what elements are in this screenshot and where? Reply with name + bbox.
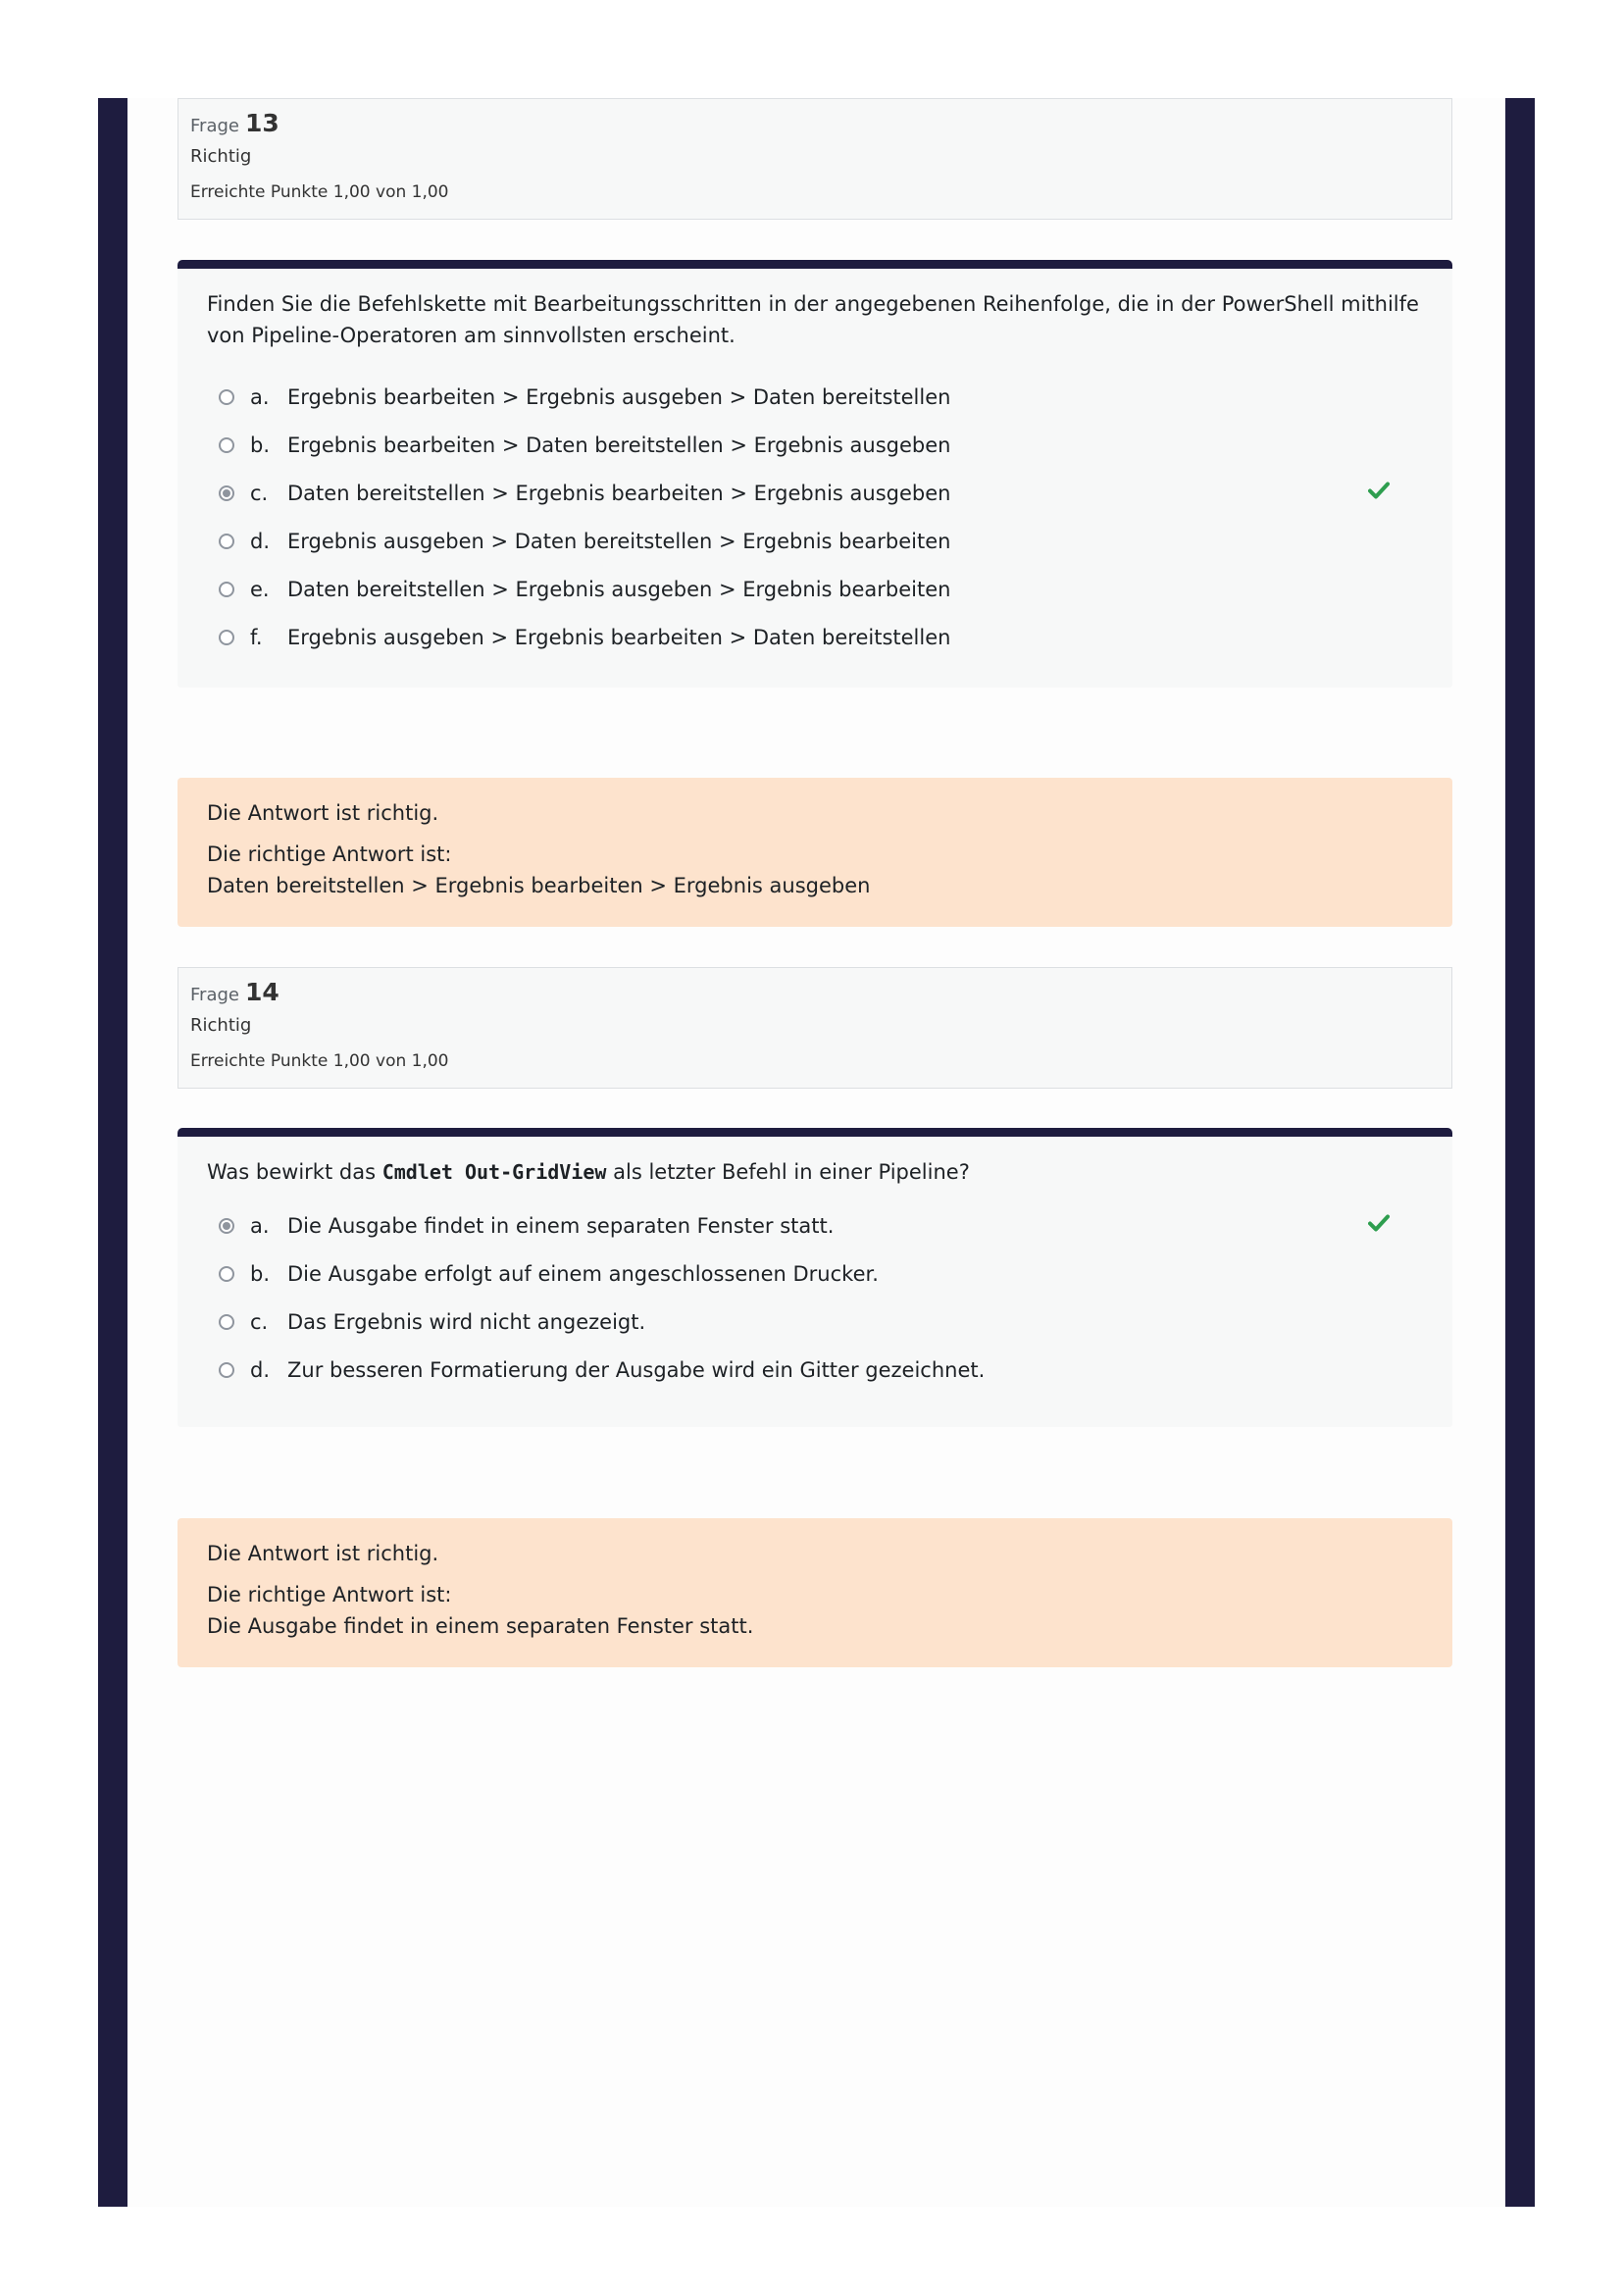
question-text: Finden Sie die Befehlskette mit Bearbeitungsschritten in der angegebenen Reihenfolge, die in der PowerShell mithilfe von Pipeline-Operatoren am sinnvollsten erscheint. — [207, 292, 1419, 347]
answer-letter: d. — [250, 529, 271, 553]
answer-option-b[interactable] — [207, 421, 1423, 469]
page-frame-right — [1505, 98, 1535, 2207]
answer-option-c[interactable] — [207, 469, 1423, 517]
question-content-14 — [178, 1128, 1452, 1427]
answer-letter: a. — [250, 384, 270, 409]
right-answer-text: Die Ausgabe findet in einem separaten Fenster statt. — [207, 1614, 754, 1638]
radio-selected-icon[interactable] — [219, 485, 234, 501]
question-label: Frage — [190, 116, 239, 136]
question-number: 14 — [244, 978, 279, 1006]
radio-icon[interactable] — [219, 437, 234, 453]
answer-letter: f. — [250, 625, 263, 649]
answer-text: Die Ausgabe findet in einem separaten Fenster statt. — [287, 1213, 835, 1238]
question-label: Frage — [190, 985, 239, 1005]
answer-text: Daten bereitstellen > Ergebnis ausgeben > Ergebnis bearbeiten — [287, 577, 951, 601]
answer-option-a[interactable] — [207, 1201, 1423, 1249]
answer-option-c[interactable] — [207, 1298, 1423, 1346]
radio-icon[interactable] — [219, 630, 234, 645]
radio-icon[interactable] — [219, 582, 234, 597]
answer-option-a[interactable] — [207, 373, 1423, 421]
right-answer-text: Daten bereitstellen > Ergebnis bearbeiten > Ergebnis ausgeben — [207, 874, 871, 897]
answer-text: Ergebnis ausgeben > Daten bereitstellen > Ergebnis bearbeiten — [287, 529, 951, 553]
answer-letter: b. — [250, 1261, 271, 1286]
feedback-status: Die Antwort ist richtig. — [207, 801, 439, 825]
answer-option-d[interactable] — [207, 1346, 1423, 1394]
question-state: Richtig — [190, 1015, 252, 1036]
question-number: 13 — [244, 109, 279, 137]
answer-text: Daten bereitstellen > Ergebnis bearbeiten > Ergebnis ausgeben — [287, 481, 951, 505]
check-icon — [1368, 1213, 1390, 1233]
answer-option-e[interactable] — [207, 565, 1423, 613]
question-content-13 — [178, 260, 1452, 688]
radio-icon[interactable] — [219, 1314, 234, 1330]
answer-letter: c. — [250, 1309, 269, 1334]
radio-icon[interactable] — [219, 389, 234, 405]
feedback-14 — [178, 1518, 1452, 1667]
answer-text: Die Ausgabe erfolgt auf einem angeschlossenen Drucker. — [287, 1261, 879, 1286]
radio-selected-icon[interactable] — [219, 1218, 234, 1234]
answer-letter: a. — [250, 1213, 270, 1238]
question-code: Cmdlet Out-GridView — [381, 1160, 607, 1184]
question-grade: Erreichte Punkte 1,00 von 1,00 — [190, 182, 449, 202]
question-text-start: Was bewirkt das — [207, 1160, 382, 1184]
answer-list — [207, 1201, 1423, 1394]
question-state: Richtig — [190, 146, 252, 167]
radio-icon[interactable] — [219, 1266, 234, 1282]
question-grade: Erreichte Punkte 1,00 von 1,00 — [190, 1051, 449, 1071]
answer-option-b[interactable] — [207, 1249, 1423, 1298]
radio-icon[interactable] — [219, 534, 234, 549]
question-info-13 — [178, 98, 1452, 220]
answer-text: Das Ergebnis wird nicht angezeigt. — [287, 1309, 646, 1334]
answer-text: Ergebnis bearbeiten > Daten bereitstellen > Ergebnis ausgeben — [287, 433, 951, 457]
answer-letter: d. — [250, 1357, 271, 1382]
answer-text: Ergebnis ausgeben > Ergebnis bearbeiten > Daten bereitstellen — [287, 625, 951, 649]
check-icon — [1368, 481, 1390, 500]
feedback-13 — [178, 778, 1452, 927]
answer-letter: b. — [250, 433, 271, 457]
question-text-end: als letzter Befehl in einer Pipeline? — [606, 1160, 970, 1184]
question-info-14 — [178, 967, 1452, 1089]
answer-letter: e. — [250, 577, 270, 601]
radio-icon[interactable] — [219, 1362, 234, 1378]
answer-text: Ergebnis bearbeiten > Ergebnis ausgeben > Daten bereitstellen — [287, 384, 951, 409]
answer-letter: c. — [250, 481, 269, 505]
right-answer-label: Die richtige Antwort ist: — [207, 842, 452, 866]
right-answer-label: Die richtige Antwort ist: — [207, 1583, 452, 1606]
answer-list — [207, 373, 1423, 661]
answer-option-d[interactable] — [207, 517, 1423, 565]
question-text — [207, 1156, 1423, 1188]
page-frame-left — [98, 98, 127, 2207]
answer-text: Zur besseren Formatierung der Ausgabe wird ein Gitter gezeichnet. — [287, 1357, 986, 1382]
answer-option-f[interactable] — [207, 613, 1423, 661]
feedback-status: Die Antwort ist richtig. — [207, 1542, 439, 1565]
